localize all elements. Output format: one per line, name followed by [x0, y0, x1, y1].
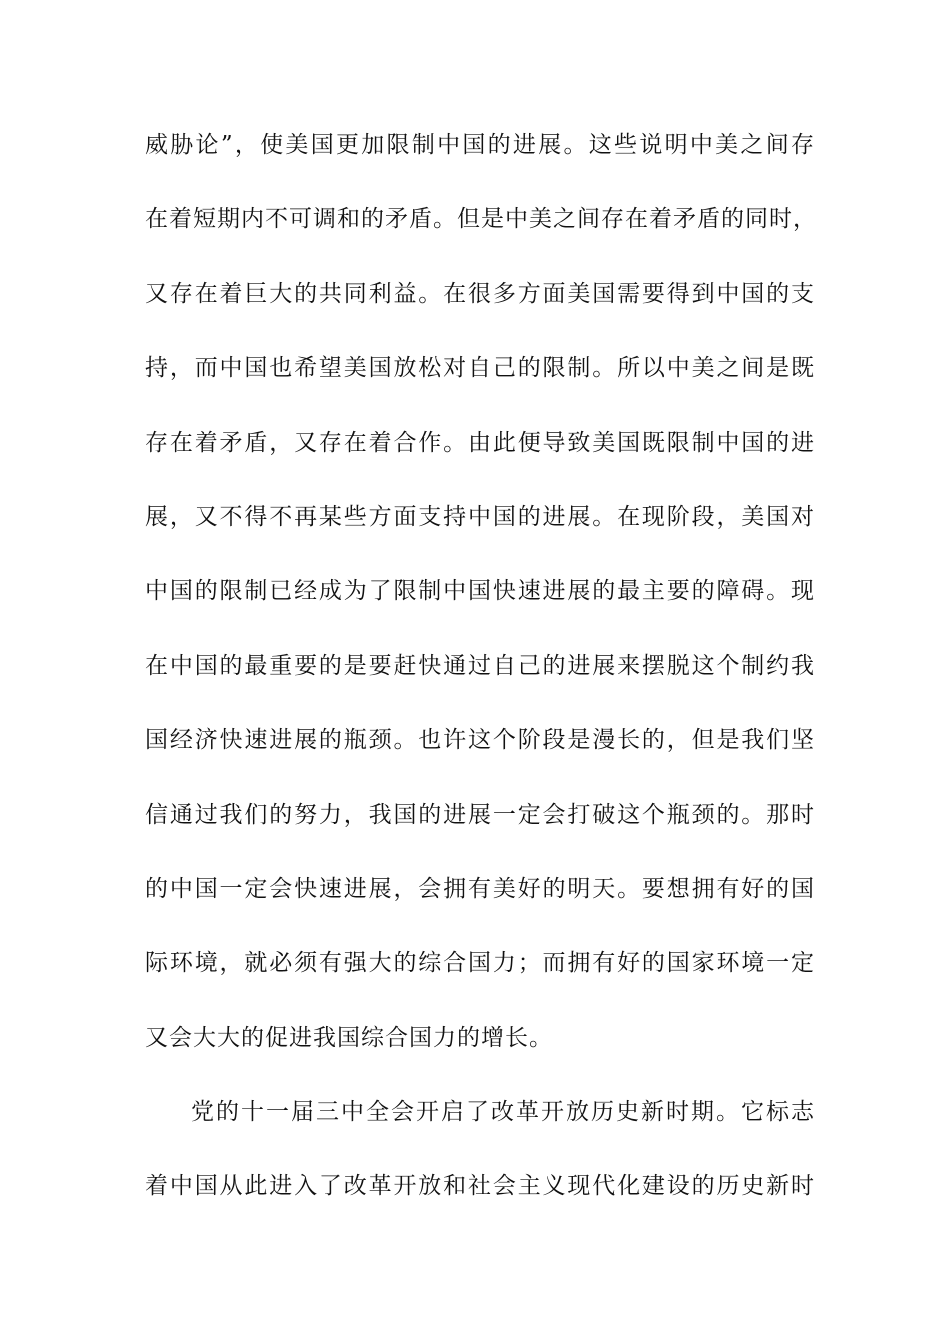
paragraph-1-line-11: 的中国一定会快速进展，会拥有美好的明天。要想拥有好的国 — [145, 875, 815, 902]
paragraph-1-line-8: 在中国的最重要的是要赶快通过自己的进展来摆脱这个制约我 — [145, 652, 815, 679]
paragraph-1-line-12: 际环境，就必须有强大的综合国力；而拥有好的国家环境一定 — [145, 950, 815, 977]
paragraph-1-line-1: 威胁论”，使美国更加限制中国的进展。这些说明中美之间存 — [145, 132, 815, 158]
body-text — [145, 127, 815, 1243]
paragraph-2-line-2: 着中国从此进入了改革开放和社会主义现代化建设的历史新时 — [145, 1173, 815, 1200]
paragraph-1-line-2: 在着短期内不可调和的矛盾。但是中美之间存在着矛盾的同时， — [145, 206, 817, 233]
paragraph-1-line-4: 持，而中国也希望美国放松对自己的限制。所以中美之间是既 — [145, 355, 815, 382]
paragraph-1-line-10: 信通过我们的努力，我国的进展一定会打破这个瓶颈的。那时 — [145, 801, 815, 828]
paragraph-1-line-5: 存在着矛盾，又存在着合作。由此便导致美国既限制中国的进 — [145, 429, 815, 456]
paragraph-2-line-1: 党的十一届三中全会开启了改革开放历史新时期。它标志 — [191, 1099, 815, 1126]
paragraph-1-line-7: 中国的限制已经成为了限制中国快速进展的最主要的障碍。现 — [145, 578, 815, 605]
paragraph-1-line-3: 又存在着巨大的共同利益。在很多方面美国需要得到中国的支 — [145, 280, 815, 307]
paragraph-1-line-13: 又会大大的促进我国综合国力的增长。 — [145, 1024, 553, 1051]
paragraph-1 — [145, 127, 815, 1057]
paragraph-1-line-6: 展，又不得不再某些方面支持中国的进展。在现阶段，美国对 — [145, 503, 815, 530]
paragraph-1-line-9: 国经济快速进展的瓶颈。也许这个阶段是漫长的，但是我们坚 — [145, 727, 815, 754]
paragraph-2 — [145, 1094, 815, 1205]
